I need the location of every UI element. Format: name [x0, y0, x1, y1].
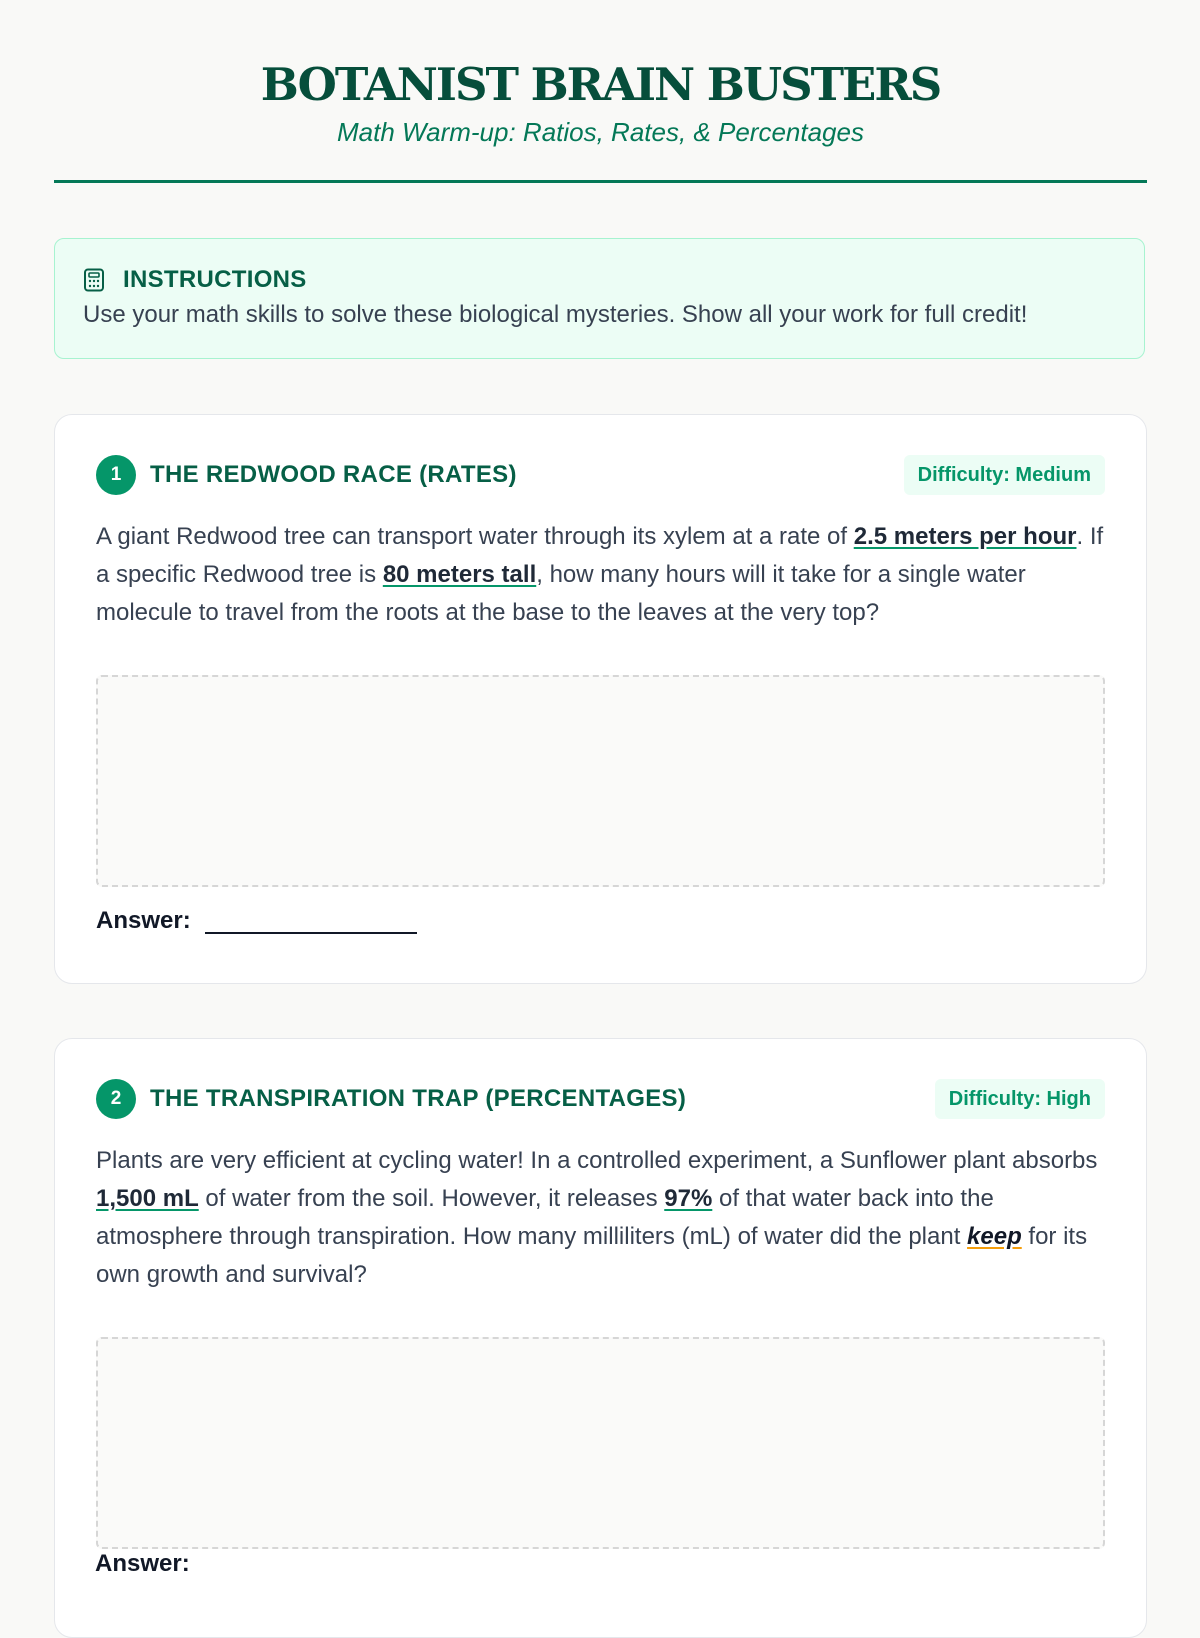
- answer-label: Answer:: [95, 1550, 190, 1577]
- problem-text: [96, 1142, 1105, 1294]
- highlighted-value: 97%: [664, 1185, 713, 1212]
- problem-text-part: , how many hours will it take for a single water molecule to travel from the roots at the base to the leaves at the very top?: [96, 561, 1026, 626]
- problem-text: [96, 518, 1105, 632]
- instructions-box: [54, 238, 1145, 359]
- problem-text-part: of that water back into the atmosphere through transpiration. How many milliliters (mL) of water did the plant: [96, 1185, 994, 1250]
- header-divider: [54, 180, 1147, 183]
- highlighted-value: 80 meters tall: [382, 561, 537, 588]
- answer-blank[interactable]: [205, 932, 417, 934]
- problem-header: [96, 455, 1105, 495]
- calculator-icon: [83, 268, 105, 292]
- difficulty-badge: Difficulty: Medium: [904, 455, 1105, 495]
- problem-card-1: [54, 414, 1147, 984]
- highlighted-value: 2.5 meters per hour: [853, 523, 1077, 550]
- work-area[interactable]: [96, 675, 1105, 887]
- instructions-title: INSTRUCTIONS: [123, 266, 307, 293]
- problem-card-2: [54, 1038, 1147, 1638]
- problem-number-badge: 1: [96, 455, 136, 495]
- emphasized-word: keep: [967, 1223, 1022, 1250]
- problem-text-part: A giant Redwood tree can transport water through its xylem at a rate of: [96, 523, 854, 550]
- page-subtitle: Math Warm-up: Ratios, Rates, & Percentages: [337, 117, 864, 147]
- problem-header: [96, 1079, 1105, 1119]
- page-title: BOTANIST BRAIN BUSTERS: [260, 58, 941, 111]
- problem-number-badge: 2: [96, 1079, 136, 1119]
- worksheet-page: [54, 0, 1147, 1577]
- answer-row: [96, 907, 417, 935]
- highlighted-value: 1,500 mL: [96, 1185, 199, 1212]
- worksheet-header: [54, 0, 1147, 148]
- difficulty-badge: Difficulty: High: [935, 1079, 1105, 1119]
- instructions-header: [83, 265, 1116, 295]
- problem-text-part: for its own growth and survival?: [96, 1223, 1088, 1288]
- problem-text-part: of water from the soil. However, it releases: [198, 1185, 665, 1212]
- answer-label: Answer:: [96, 907, 191, 934]
- answer-row: [95, 1550, 190, 1578]
- problem-text-part: . If a specific Redwood tree is: [96, 523, 1104, 588]
- work-area[interactable]: [96, 1337, 1105, 1549]
- instructions-text: Use your math skills to solve these biological mysteries. Show all your work for full credit!: [83, 301, 1028, 328]
- problem-title: THE TRANSPIRATION TRAP (PERCENTAGES): [150, 1085, 687, 1112]
- problem-title: THE REDWOOD RACE (RATES): [150, 461, 517, 488]
- problem-text-part: Plants are very efficient at cycling water! In a controlled experiment, a Sunflower plant absorbs: [96, 1147, 1098, 1174]
